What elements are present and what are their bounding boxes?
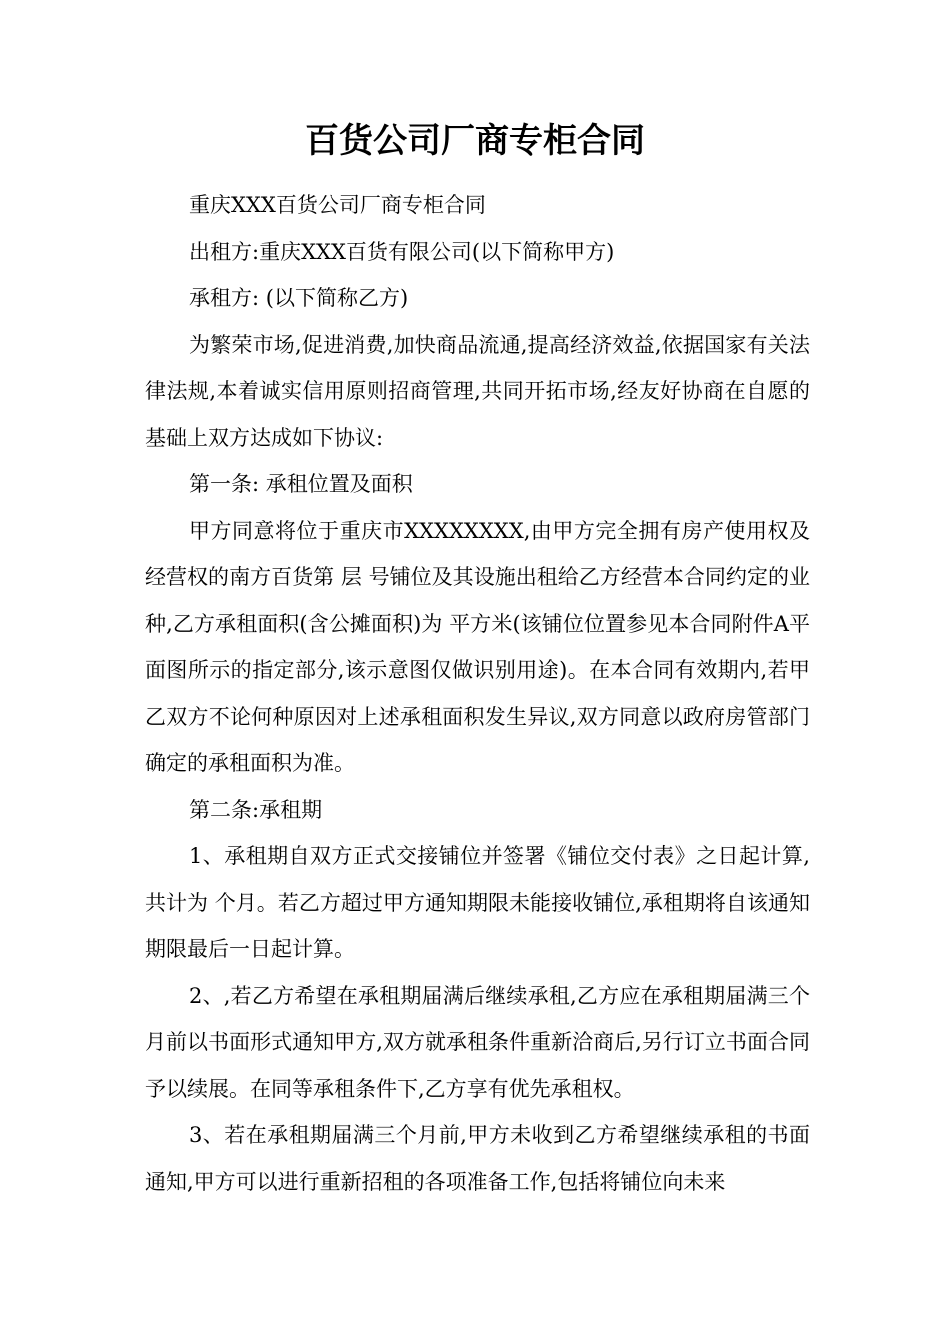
paragraph-lessor: 出租方:重庆XXX百货有限公司(以下简称甲方) — [189, 239, 615, 264]
paragraph-article-1-heading: 第一条: 承租位置及面积 — [189, 472, 413, 496]
paragraph-lessee: 承租方: (以下简称乙方) — [189, 286, 409, 310]
paragraph-article-2-item-3: 3、若在承租期届满三个月前,甲方未收到乙方希望继续承租的书面通知,甲方可以进行重新招租的各项准备工作,包括将铺位向未来 — [145, 1123, 810, 1194]
paragraph-heading: 重庆XXX百货公司厂商专柜合同 — [189, 193, 486, 217]
paragraph-article-2-item-2: 2、,若乙方希望在承租期届满后继续承租,乙方应在承租期届满三个月前以书面形式通知甲方,双方就承租条件重新洽商后,另行订立书面合同予以续展。在同等承租条件下,乙方享有优先承租权。 — [145, 983, 810, 1101]
paragraph-article-2-item-1: 1、承租期自双方正式交接铺位并签署《铺位交付表》之日起计算,共计为 个月。若乙方超过甲方通知期限未能接收铺位,承租期将自该通知期限最后一日起计算。 — [145, 844, 810, 961]
document-title: 百货公司厂商专柜合同 — [305, 121, 645, 161]
paragraph-article-2-heading: 第二条:承租期 — [189, 797, 323, 822]
paragraph-article-1-body: 甲方同意将位于重庆市XXXXXXXX,由甲方完全拥有房产使用权及经营权的南方百货第 层 号铺位及其设施出租给乙方经营本合同约定的业种,乙方承租面积(含公摊面积)为 平方米(该铺位位置参见本合同附件A平面图所示的指定部分,该示意图仅做识别用途)。在本合同有效期内,若甲乙双方不论何种原因对上述承租面积发生异议,双方同意以政府房管部门确定的承租面积为准。 — [145, 518, 810, 775]
document-body — [145, 182, 810, 1205]
paragraph-preamble: 为繁荣市场,促进消费,加快商品流通,提高经济效益,依据国家有关法律法规,本着诚实信用原则招商管理,共同开拓市场,经友好协商在自愿的基础上双方达成如下协议: — [145, 332, 810, 450]
